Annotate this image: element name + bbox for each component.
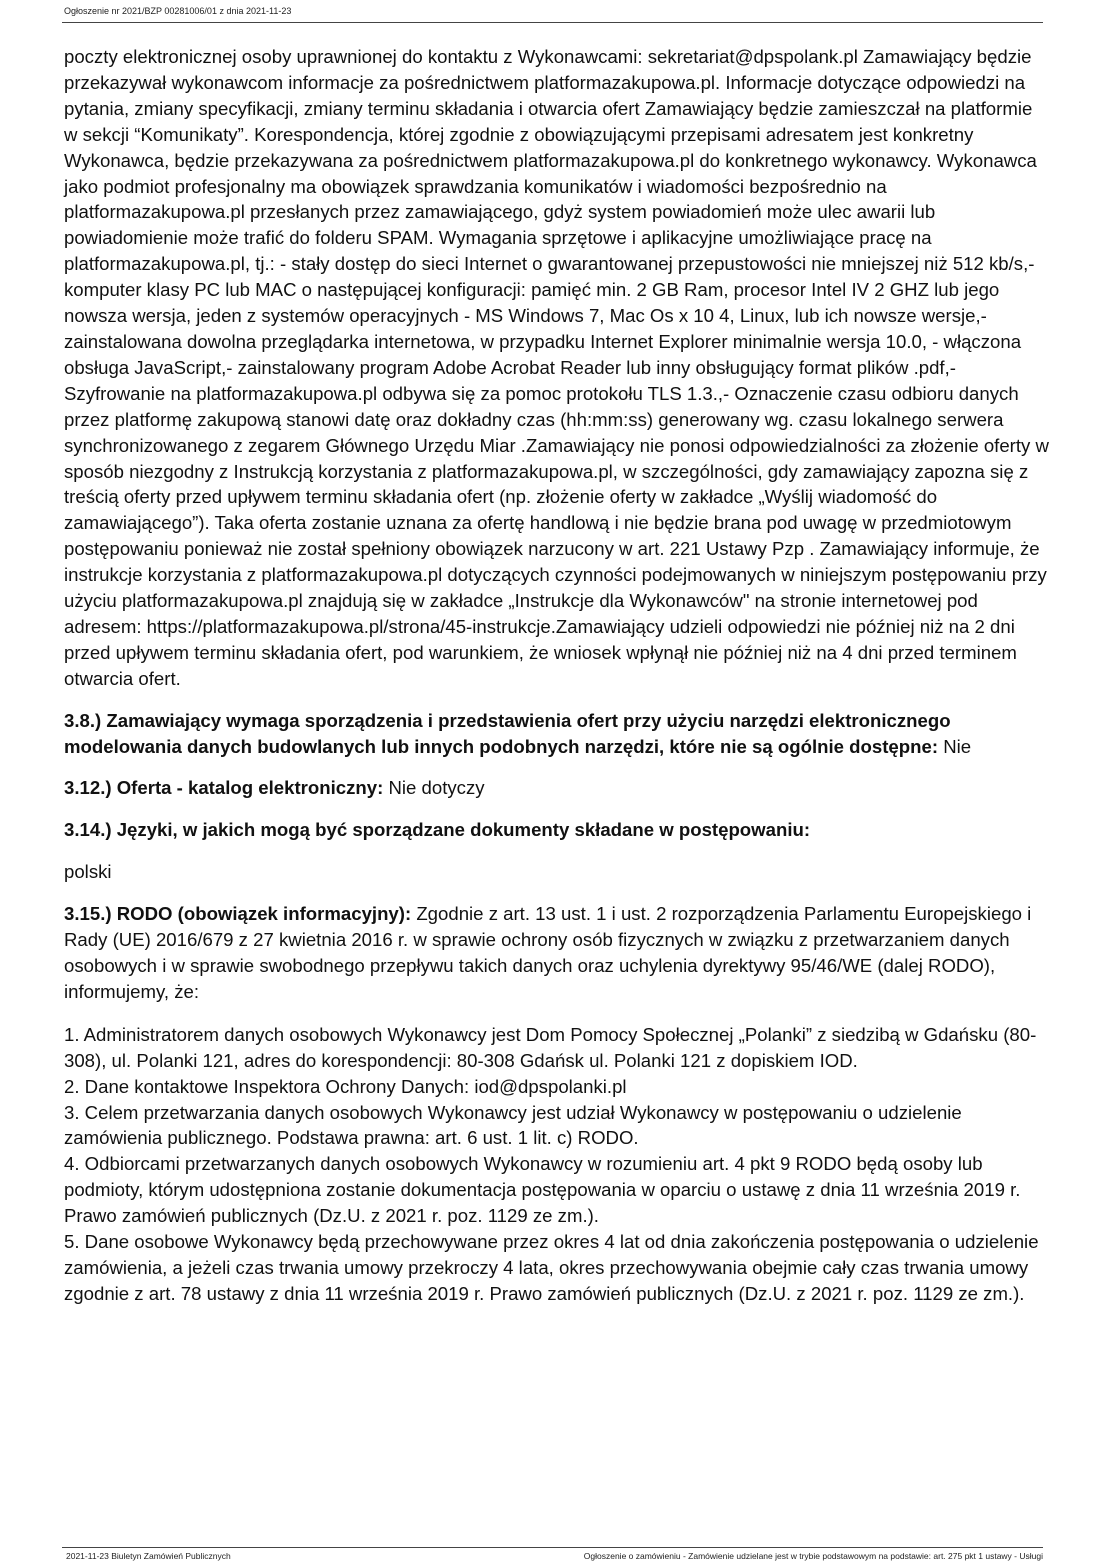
section-3-15-label: 3.15.) RODO (obowiązek informacyjny): xyxy=(64,903,412,925)
section-3-14-label: 3.14.) Języki, w jakich mogą być sporządzane dokumenty składane w postępowaniu: xyxy=(64,819,811,841)
section-3-12-value: Nie dotyczy xyxy=(388,777,485,799)
section-3-15 xyxy=(64,901,1049,1005)
list-item: 2. Dane kontaktowe Inspektora Ochrony Danych: iod@dpspolanki.pl xyxy=(64,1075,627,1097)
footer-divider xyxy=(62,1547,1043,1548)
page-header: Ogłoszenie nr 2021/BZP 00281006/01 z dnia 2021-11-23 xyxy=(64,6,292,16)
list-item: 4. Odbiorcami przetwarzanych danych osobowych Wykonawcy w rozumieniu art. 4 pkt 9 RODO będą osoby lub podmioty, którym udostępniona zostanie dokumentacja postępowania w oparciu o ustawę z dnia 11 września 2019 r. Prawo zamówień publicznych (Dz.U. z 2021 r. poz. 1129 ze zm.). xyxy=(64,1153,1021,1227)
footer-right: Ogłoszenie o zamówieniu - Zamówienie udzielane jest w trybie podstawowym na podstawie: art. 275 pkt 1 ustawy - Usługi xyxy=(583,1551,1043,1561)
document-body xyxy=(64,44,1049,1307)
footer-left: 2021-11-23 Biuletyn Zamówień Publicznych xyxy=(66,1551,231,1561)
section-3-8 xyxy=(64,708,1049,760)
rodo-list xyxy=(64,1022,1049,1307)
list-item: 3. Celem przetwarzania danych osobowych Wykonawcy jest udział Wykonawcy w postępowaniu o udzielenie zamówienia publicznego. Podstawa prawna: art. 6 ust. 1 lit. c) RODO. xyxy=(64,1101,962,1149)
section-3-12 xyxy=(64,775,1049,801)
list-item: 1. Administratorem danych osobowych Wykonawcy jest Dom Pomocy Społecznej „Polanki” z siedzibą w Gdańsku (80-308), ul. Polanki 121, adres do korespondencji: 80-308 Gdańsk ul. Polanki 121 z dopiskiem IOD. xyxy=(64,1023,1037,1071)
section-3-12-label: 3.12.) Oferta - katalog elektroniczny: xyxy=(64,777,384,799)
list-item: 5. Dane osobowe Wykonawcy będą przechowywane przez okres 4 lat od dnia zakończenia postępowania o udzielenie zamówienia, a jeżeli czas trwania umowy przekroczy 4 lata, okres przechowywania obejmie cały czas trwania umowy zgodnie z art. 78 ustawy z dnia 11 września 2019 r. Prawo zamówień publicznych (Dz.U. z 2021 r. poz. 1129 ze zm.). xyxy=(64,1231,1039,1304)
section-3-8-value: Nie xyxy=(943,735,972,757)
section-3-15-value: Zgodnie z art. 13 ust. 1 i ust. 2 rozporządzenia Parlamentu Europejskiego i Rady (UE) 2016/679 z 27 kwietnia 2016 r. w sprawie ochrony osób fizycznych w związku z przetwarzaniem danych osobowych i w sprawie swobodnego przepływu takich danych oraz uchylenia dyrektywy 95/46/WE (dalej RODO), informujemy, że: xyxy=(64,903,1032,1002)
section-3-14-value: polski xyxy=(64,861,112,883)
intro-paragraph: poczty elektronicznej osoby uprawnionej do kontaktu z Wykonawcami: sekretariat@dpspolank.pl Zamawiający będzie przekazywał wykonawcom informacje za pośrednictwem platformazakupowa.pl. Informacje dotyczące odpowiedzi na pytania, zmiany specyfikacji, zmiany terminu składania i otwarcia ofert Zamawiający będzie zamieszczał na platformie w sekcji “Komunikaty”. Korespondencja, której zgodnie z obowiązującymi przepisami adresatem jest konkretny Wykonawca, będzie przekazywana za pośrednictwem platformazakupowa.pl do konkretnego wykonawcy. Wykonawca jako podmiot profesjonalny ma obowiązek sprawdzania komunikatów i wiadomości bezpośrednio na platformazakupowa.pl przesłanych przez zamawiającego, gdyż system powiadomień może ulec awarii lub powiadomienie może trafić do folderu SPAM. Wymagania sprzętowe i aplikacyjne umożliwiające pracę na platformazakupowa.pl, tj.: - stały dostęp do sieci Internet o gwarantowanej przepustowości nie mniejszej niż 512 kb/s,- komputer klasy PC lub MAC o następującej konfiguracji: pamięć min. 2 GB Ram, procesor Intel IV 2 GHZ lub jego nowsza wersja, jeden z systemów operacyjnych - MS Windows 7, Mac Os x 10 4, Linux, lub ich nowsze wersje,- zainstalowana dowolna przeglądarka internetowa, w przypadku Internet Explorer minimalnie wersja 10.0, - włączona obsługa JavaScript,- zainstalowany program Adobe Acrobat Reader lub inny obsługujący format plików .pdf,- Szyfrowanie na platformazakupowa.pl odbywa się za pomoc protokołu TLS 1.3.,- Oznaczenie czasu odbioru danych przez platformę zakupową stanowi datę oraz dokładny czas (hh:mm:ss) generowany wg. czasu lokalnego serwera synchronizowanego z zegarem Głównego Urzędu Miar .Zamawiający nie ponosi odpowiedzialności za złożenie oferty w sposób niezgodny z Instrukcją korzystania z platformazakupowa.pl, w szczególności, gdy zamawiający zapozna się z treścią oferty przed upływem terminu składania ofert (np. złożenie oferty w zakładce „Wyślij wiadomość do zamawiającego”). Taka oferta zostanie uznana za ofertę handlową i nie będzie brana pod uwagę w przedmiotowym postępowaniu ponieważ nie został spełniony obowiązek narzucony w art. 221 Ustawy Pzp . Zamawiający informuje, że instrukcje korzystania z platformazakupowa.pl dotyczących czynności podejmowanych w niniejszym postępowaniu przy użyciu platformazakupowa.pl znajdują się w zakładce „Instrukcje dla Wykonawców" na stronie internetowej pod adresem: https://platformazakupowa.pl/strona/45-instrukcje.Zamawiający udzieli odpowiedzi nie później niż na 2 dni przed upływem terminu składania ofert, pod warunkiem, że wniosek wpłynął nie później niż na 4 dni przed terminem otwarcia ofert. xyxy=(64,46,1049,689)
section-3-8-label: 3.8.) Zamawiający wymaga sporządzenia i przedstawienia ofert przy użyciu narzędzi elektronicznego modelowania danych budowlanych lub innych podobnych narzędzi, które nie są ogólnie dostępne: xyxy=(64,709,951,757)
section-3-14 xyxy=(64,817,1049,843)
header-divider xyxy=(62,22,1043,23)
